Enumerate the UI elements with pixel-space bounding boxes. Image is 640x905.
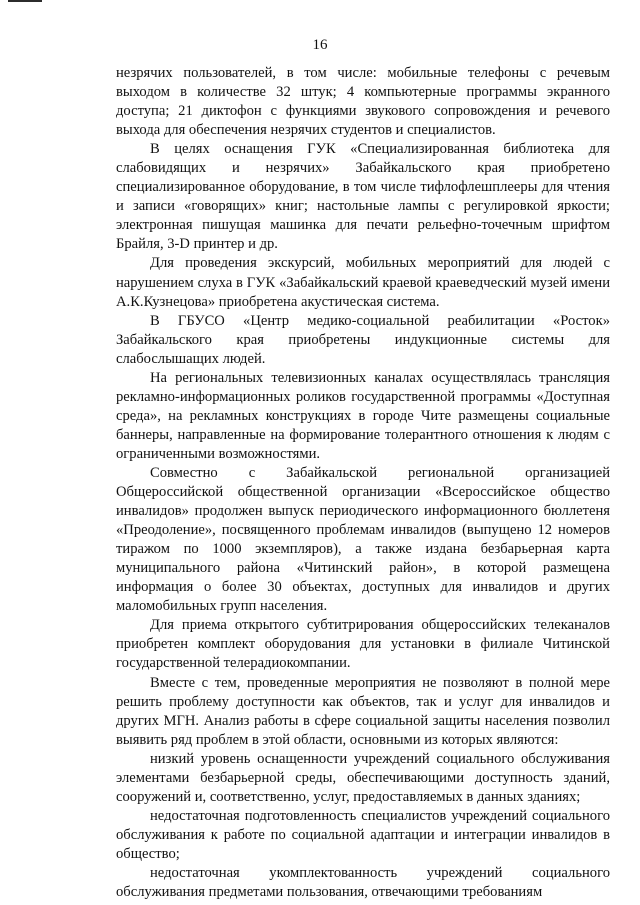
page-number: 16 [312,37,328,53]
paragraph-problems-intro: Вместе с тем, проведенные мероприятия не позволяют в полной мере решить проблему доступности как объектов, так и услуг для инвалидов и других МГН. Анализ работы в сфере социальной защиты населения позволил выявить ряд проблем в этой области, основными из которых являются: [116,674,610,748]
paragraph-problem-training: недостаточная подготовленность специалистов учреждений социального обслуживания к работе по социальной адаптации и интеграции инвалидов в общество; [116,807,610,862]
paragraph-library-equipment: В целях оснащения ГУК «Специализированная библиотека для слабовидящих и незрячих» Забайкальского края приобретено специализированное оборудование, в том числе тифлофлешплееры для чтения и записи «говорящих» книг; настольные лампы с регулировкой яркости; электронная пишущая машинка для печати рельефно-точечным шрифтом Брайля, 3-D принтер и др. [116,141,610,253]
paragraph-problem-staffing: недостаточная укомплектованность учреждений социального обслуживания предметами пользования, отвечающими требованиям [116,864,610,901]
paragraph-museum-acoustics: Для проведения экскурсий, мобильных мероприятий для людей с нарушением слуха в ГУК «Забайкальский краевой краеведческий музей имени А.К.Кузнецова» приобретена акустическая система. [116,255,610,310]
paragraph-rehab-center: В ГБУСО «Центр медико-социальной реабилитации «Росток» Забайкальского края приобретены индукционные системы для слабослышащих людей. [116,312,610,367]
paragraph-bulletin: Совместно с Забайкальской региональной организацией Общероссийской общественной организации «Всероссийское общество инвалидов» продолжен выпуск периодического информационного бюллетеня «Преодоление», посвященного проблемам инвалидов (выпущено 12 номеров тиражом по 1000 экземпляров), а также издана безбарьерная карта муниципального района «Читинский район», в которой размещена информация о более 30 объектах, доступных для инвалидов и других маломобильных групп населения. [116,464,610,615]
document-body [116,64,610,902]
paragraph-continuation: незрячих пользователей, в том числе: мобильные телефоны с речевым выходом в количестве 32 штук; 4 компьютерные программы экранного доступа; 21 диктофон с функциями звукового сопровождения и речевого выхода для обеспечения незрячих студентов и специалистов. [116,65,610,139]
paragraph-subtitles: Для приема открытого субтитрирования общероссийских телеканалов приобретен комплект оборудования для установки в филиале Читинской государственной телерадиокомпании. [116,617,610,672]
paragraph-problem-equipment: низкий уровень оснащенности учреждений социального обслуживания элементами безбарьерной среды, обеспечивающими доступность зданий, сооружений и, соответственно, услуг, предоставляемых в данных зданиях; [116,750,610,805]
paragraph-tv-advertising: На региональных телевизионных каналах осуществлялась трансляция рекламно-информационных роликов государственной программы «Доступная среда», на рекламных конструкциях в городе Чите размещены социальные баннеры, направленные на формирование толерантного отношения к людям с ограниченными возможностями. [116,369,610,462]
scan-corner-mark [8,0,42,2]
